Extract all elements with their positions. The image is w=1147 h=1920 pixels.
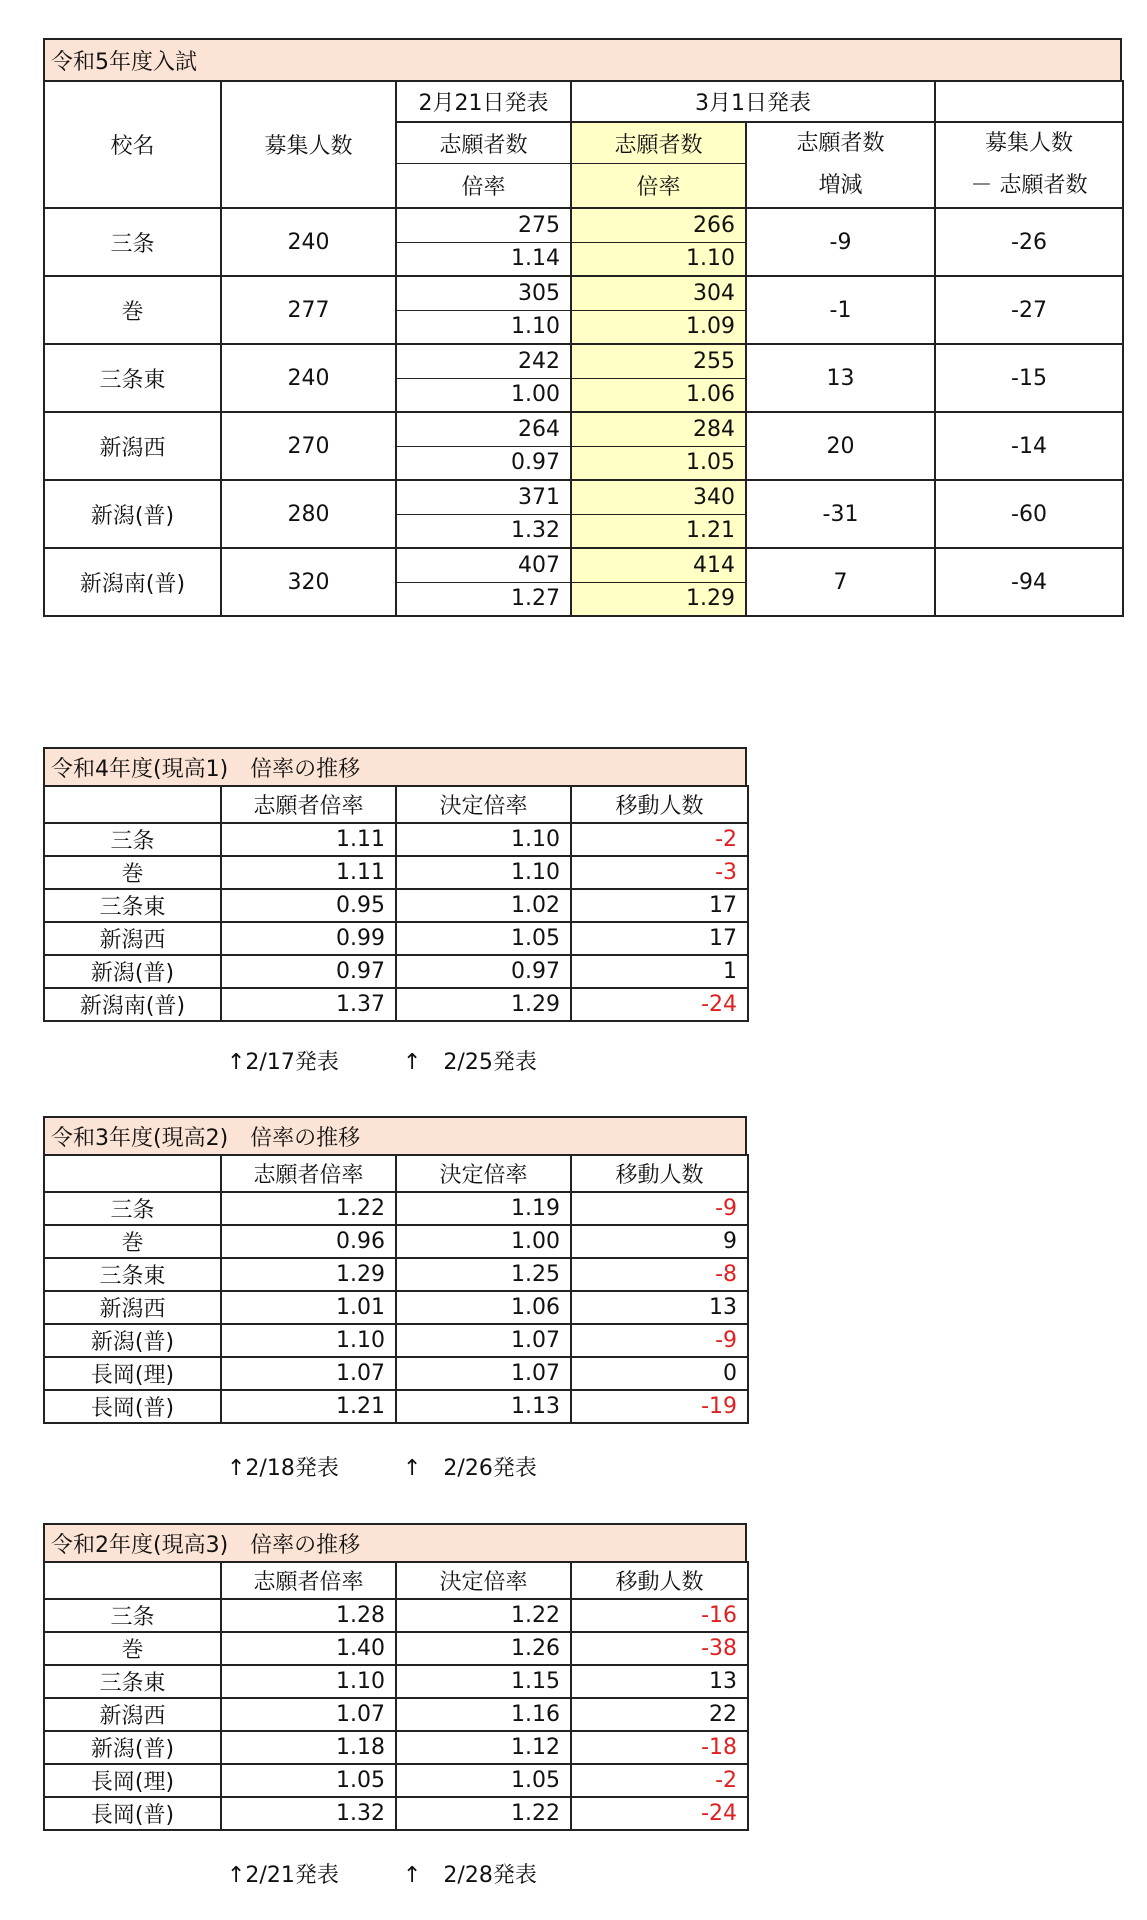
move-count: 17: [571, 889, 748, 922]
school-name: 長岡(普): [44, 1797, 221, 1830]
move-count: -38: [571, 1632, 748, 1665]
table-row: [44, 1764, 748, 1797]
feb-ratio-value: 1.32: [396, 514, 571, 548]
mar-ratio-value: 1.05: [571, 446, 746, 480]
applicant-ratio: 1.05: [221, 1764, 396, 1797]
feb-applicants-value: 371: [396, 480, 571, 514]
applicant-ratio: 1.29: [221, 1258, 396, 1291]
final-ratio: 1.05: [396, 922, 571, 955]
diff-value: -14: [935, 412, 1123, 480]
applicant-ratio: 1.11: [221, 856, 396, 889]
r3-header-app: 志願者倍率: [221, 1155, 396, 1192]
r4-section: [43, 747, 749, 1075]
move-count: -3: [571, 856, 748, 889]
applicant-ratio: 1.32: [221, 1797, 396, 1830]
feb-ratio-value: 1.14: [396, 242, 571, 276]
r2-title: 令和2年度(現高3) 倍率の推移: [43, 1523, 747, 1561]
header-feb-ratio: 倍率: [396, 164, 571, 208]
mar-ratio-value: 1.29: [571, 582, 746, 616]
table-row: [44, 1599, 748, 1632]
applicant-ratio: 0.95: [221, 889, 396, 922]
school-name: 新潟(普): [44, 1731, 221, 1764]
table-row: [44, 988, 748, 1021]
applicant-ratio: 1.07: [221, 1357, 396, 1390]
mar-ratio-value: 1.09: [571, 310, 746, 344]
school-name: 新潟南(普): [44, 988, 221, 1021]
capacity-value: 240: [221, 344, 396, 412]
school-name: 新潟西: [44, 922, 221, 955]
school-name: 三条東: [44, 344, 221, 412]
move-count: -9: [571, 1192, 748, 1225]
feb-ratio-value: 1.10: [396, 310, 571, 344]
applicant-ratio: 1.37: [221, 988, 396, 1021]
table-row: [44, 889, 748, 922]
school-name: 新潟(普): [44, 480, 221, 548]
r3-header-final: 決定倍率: [396, 1155, 571, 1192]
table-row: [44, 1731, 748, 1764]
header-change: [746, 122, 935, 208]
move-count: -2: [571, 1764, 748, 1797]
move-count: 9: [571, 1225, 748, 1258]
header-mar-ratio: 倍率: [571, 164, 746, 208]
diff-value: -94: [935, 548, 1123, 616]
school-name: 三条東: [44, 1258, 221, 1291]
r2-header-app: 志願者倍率: [221, 1562, 396, 1599]
move-count: 1: [571, 955, 748, 988]
r3-section: [43, 1116, 749, 1481]
applicant-ratio: 1.10: [221, 1665, 396, 1698]
r4-header-move: 移動人数: [571, 786, 748, 823]
school-name: 三条: [44, 208, 221, 276]
capacity-value: 280: [221, 480, 396, 548]
header-diff: [935, 122, 1123, 208]
change-value: -31: [746, 480, 935, 548]
header-change-line1: 志願者数: [796, 131, 885, 156]
diff-value: -27: [935, 276, 1123, 344]
school-name: 新潟(普): [44, 955, 221, 988]
move-count: -2: [571, 823, 748, 856]
feb-applicants-value: 242: [396, 344, 571, 378]
feb-applicants-value: 305: [396, 276, 571, 310]
mar-ratio-value: 1.06: [571, 378, 746, 412]
r3-table: [43, 1154, 749, 1424]
final-ratio: 1.02: [396, 889, 571, 922]
mar-applicants-value: 255: [571, 344, 746, 378]
diff-value: -60: [935, 480, 1123, 548]
r5-title: 令和5年度入試: [43, 38, 1122, 80]
table-row: [44, 1357, 748, 1390]
r2-note-first: ↑2/21発表: [227, 1863, 339, 1888]
final-ratio: 1.29: [396, 988, 571, 1021]
table-row: [44, 922, 748, 955]
move-count: 17: [571, 922, 748, 955]
mar-applicants-value: 340: [571, 480, 746, 514]
capacity-value: 277: [221, 276, 396, 344]
change-value: 13: [746, 344, 935, 412]
school-name: 三条: [44, 1599, 221, 1632]
header-feb21: 2月21日発表: [396, 81, 571, 122]
final-ratio: 1.26: [396, 1632, 571, 1665]
feb-applicants-value: 275: [396, 208, 571, 242]
final-ratio: 1.16: [396, 1698, 571, 1731]
header-school: 校名: [44, 81, 221, 208]
move-count: 22: [571, 1698, 748, 1731]
final-ratio: 1.12: [396, 1731, 571, 1764]
school-name: 新潟南(普): [44, 548, 221, 616]
move-count: -24: [571, 988, 748, 1021]
school-name: 新潟(普): [44, 1324, 221, 1357]
move-count: -18: [571, 1731, 748, 1764]
table-row: [44, 1797, 748, 1830]
diff-value: -15: [935, 344, 1123, 412]
change-value: -1: [746, 276, 935, 344]
feb-ratio-value: 1.00: [396, 378, 571, 412]
change-value: 7: [746, 548, 935, 616]
table-row: [44, 1698, 748, 1731]
mar-applicants-value: 414: [571, 548, 746, 582]
applicant-ratio: 1.07: [221, 1698, 396, 1731]
move-count: 0: [571, 1357, 748, 1390]
table-row: [44, 1390, 748, 1423]
r4-table: [43, 785, 749, 1022]
diff-value: -26: [935, 208, 1123, 276]
school-name: 長岡(普): [44, 1390, 221, 1423]
school-name: 三条東: [44, 1665, 221, 1698]
capacity-value: 270: [221, 412, 396, 480]
feb-ratio-value: 0.97: [396, 446, 571, 480]
header-diff-line2: － 志願者数: [970, 173, 1088, 198]
table-row: [44, 856, 748, 889]
applicant-ratio: 0.99: [221, 922, 396, 955]
mar-applicants-value: 284: [571, 412, 746, 446]
r3-header-blank: [44, 1155, 221, 1192]
final-ratio: 1.10: [396, 823, 571, 856]
r2-header-move: 移動人数: [571, 1562, 748, 1599]
applicant-ratio: 0.97: [221, 955, 396, 988]
school-name: 新潟西: [44, 1698, 221, 1731]
table-row: [44, 955, 748, 988]
school-name: 三条: [44, 823, 221, 856]
table-row: [44, 1291, 748, 1324]
school-name: 長岡(理): [44, 1357, 221, 1390]
header-feb-applicants: 志願者数: [396, 122, 571, 164]
move-count: 13: [571, 1291, 748, 1324]
final-ratio: 1.13: [396, 1390, 571, 1423]
r2-table: [43, 1561, 749, 1831]
mar-applicants-value: 266: [571, 208, 746, 242]
move-count: -9: [571, 1324, 748, 1357]
change-value: -9: [746, 208, 935, 276]
school-name: 巻: [44, 856, 221, 889]
applicant-ratio: 1.21: [221, 1390, 396, 1423]
r4-title: 令和4年度(現高1) 倍率の推移: [43, 747, 747, 785]
final-ratio: 1.06: [396, 1291, 571, 1324]
capacity-value: 240: [221, 208, 396, 276]
applicant-ratio: 1.01: [221, 1291, 396, 1324]
table-row: [44, 1192, 748, 1225]
move-count: -19: [571, 1390, 748, 1423]
school-name: 巻: [44, 1225, 221, 1258]
applicant-ratio: 1.40: [221, 1632, 396, 1665]
header-capacity: 募集人数: [221, 81, 396, 208]
final-ratio: 1.07: [396, 1357, 571, 1390]
feb-applicants-value: 407: [396, 548, 571, 582]
final-ratio: 1.15: [396, 1665, 571, 1698]
school-name: 巻: [44, 276, 221, 344]
change-value: 20: [746, 412, 935, 480]
applicant-ratio: 1.22: [221, 1192, 396, 1225]
school-name: 新潟西: [44, 412, 221, 480]
school-name: 三条: [44, 1192, 221, 1225]
applicant-ratio: 1.10: [221, 1324, 396, 1357]
r3-note-second: ↑ 2/26発表: [403, 1456, 537, 1481]
r2-header-final: 決定倍率: [396, 1562, 571, 1599]
final-ratio: 1.19: [396, 1192, 571, 1225]
table-row: [44, 1632, 748, 1665]
feb-ratio-value: 1.27: [396, 582, 571, 616]
applicant-ratio: 1.28: [221, 1599, 396, 1632]
r4-header-blank: [44, 786, 221, 823]
r3-header-move: 移動人数: [571, 1155, 748, 1192]
school-name: 三条東: [44, 889, 221, 922]
school-name: 長岡(理): [44, 1764, 221, 1797]
final-ratio: 1.07: [396, 1324, 571, 1357]
final-ratio: 1.25: [396, 1258, 571, 1291]
final-ratio: 1.22: [396, 1797, 571, 1830]
feb-applicants-value: 264: [396, 412, 571, 446]
final-ratio: 0.97: [396, 955, 571, 988]
table-row: [44, 1324, 748, 1357]
r3-title: 令和3年度(現高2) 倍率の推移: [43, 1116, 747, 1154]
move-count: -24: [571, 1797, 748, 1830]
move-count: 13: [571, 1665, 748, 1698]
r4-note-first: ↑2/17発表: [227, 1050, 339, 1075]
capacity-value: 320: [221, 548, 396, 616]
final-ratio: 1.22: [396, 1599, 571, 1632]
applicant-ratio: 1.11: [221, 823, 396, 856]
header-blank: [935, 81, 1123, 122]
final-ratio: 1.05: [396, 1764, 571, 1797]
r4-header-final: 決定倍率: [396, 786, 571, 823]
r2-section: [43, 1523, 749, 1888]
r2-note-second: ↑ 2/28発表: [403, 1863, 537, 1888]
r4-header-app: 志願者倍率: [221, 786, 396, 823]
school-name: 巻: [44, 1632, 221, 1665]
mar-ratio-value: 1.10: [571, 242, 746, 276]
table-row: [44, 1258, 748, 1291]
r5-section: [43, 38, 1124, 617]
applicant-ratio: 0.96: [221, 1225, 396, 1258]
r5-table: [43, 80, 1124, 617]
header-mar-applicants: 志願者数: [571, 122, 746, 164]
final-ratio: 1.00: [396, 1225, 571, 1258]
table-row: [44, 1665, 748, 1698]
r4-note-second: ↑ 2/25発表: [403, 1050, 537, 1075]
move-count: -16: [571, 1599, 748, 1632]
final-ratio: 1.10: [396, 856, 571, 889]
mar-applicants-value: 304: [571, 276, 746, 310]
school-name: 新潟西: [44, 1291, 221, 1324]
header-mar1: 3月1日発表: [571, 81, 935, 122]
move-count: -8: [571, 1258, 748, 1291]
header-diff-line1: 募集人数: [984, 131, 1073, 156]
applicant-ratio: 1.18: [221, 1731, 396, 1764]
table-row: [44, 1225, 748, 1258]
table-row: [44, 823, 748, 856]
r3-note-first: ↑2/18発表: [227, 1456, 339, 1481]
header-change-line2: 増減: [818, 173, 863, 198]
mar-ratio-value: 1.21: [571, 514, 746, 548]
r2-header-blank: [44, 1562, 221, 1599]
